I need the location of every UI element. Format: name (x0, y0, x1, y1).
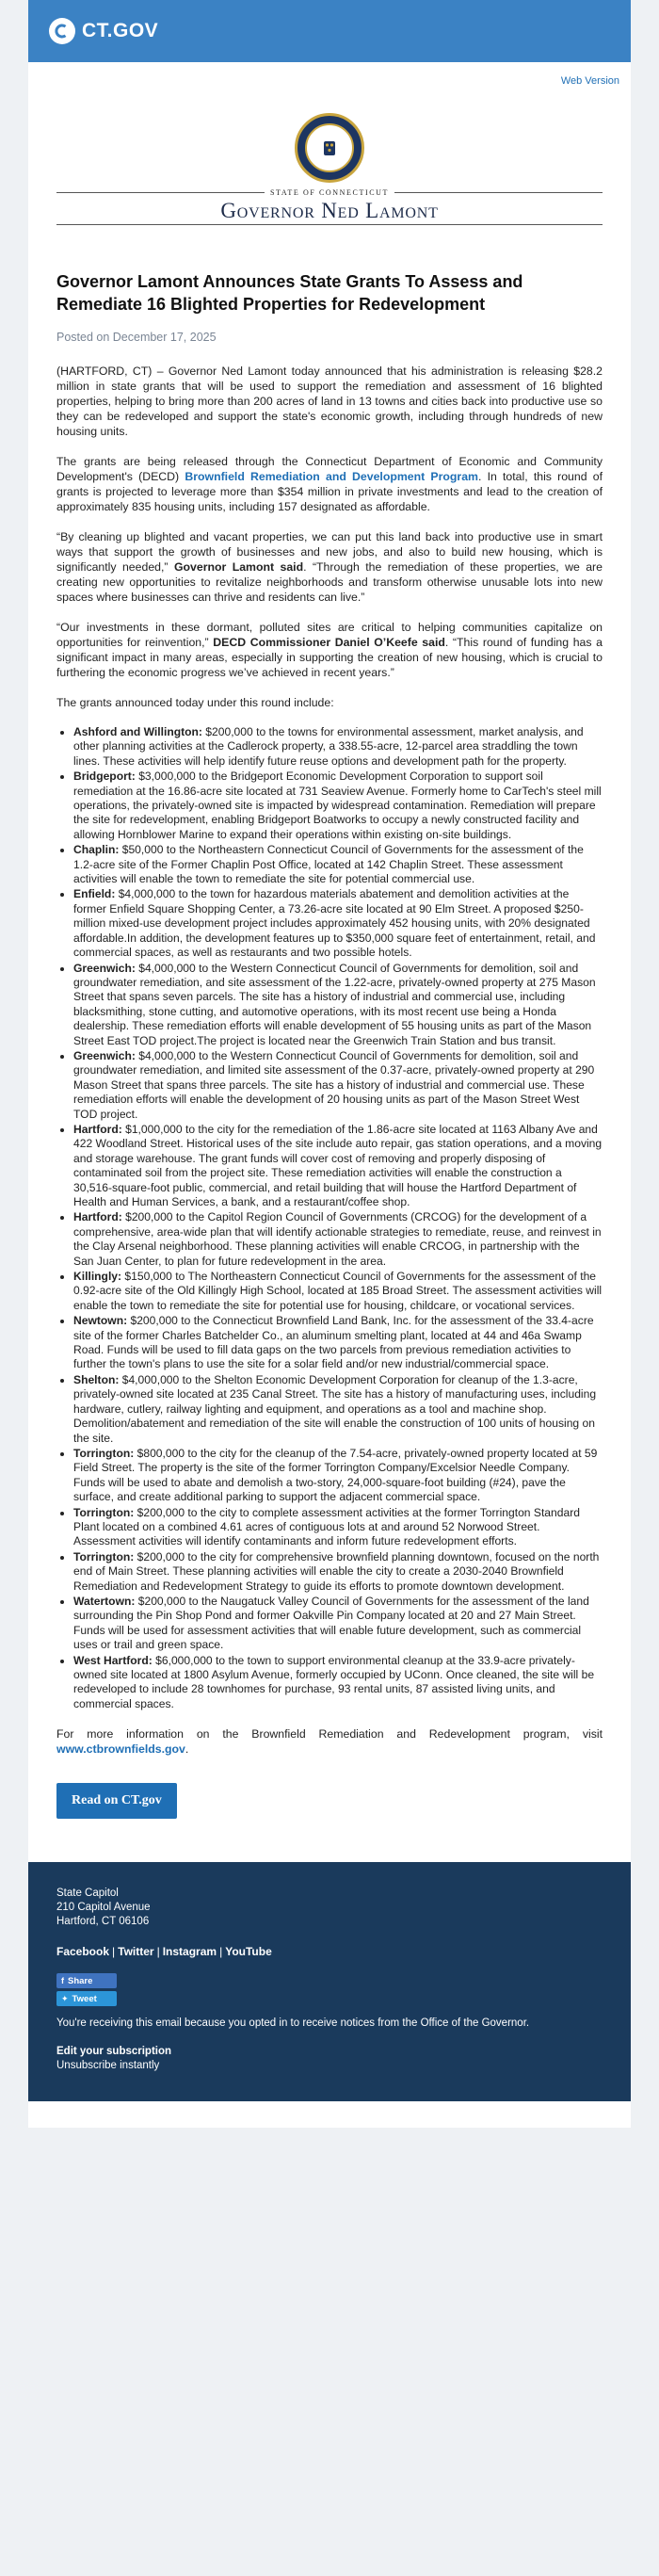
twitter-link[interactable]: Twitter (118, 1945, 154, 1959)
paragraph-1: (HARTFORD, CT) – Governor Ned Lamont today announced that his administration is releasing $28.2 million in state grants that will be used to support the remediation and assessment of 16 blighted properties, helping to bring more than 200 acres of land in 13 towns and cities back into productive use so they can be redeveloped and support the state's economic growth, including through hundreds of new housing units. (56, 365, 603, 438)
paragraph-3: “By cleaning up blighted and vacant properties, we can put this land back into productive use in smart ways that support the growth of businesses and new jobs, and also to build new housing, which is significantly needed,” Governor Lamont said. “Through the remediation of these properties, we are creating new opportunities to revitalize neighborhoods and transform otherwise unusable lots into new spaces where businesses can thrive and residents can live.” (56, 530, 603, 604)
masthead (28, 94, 631, 225)
list-item: • Hartford: $1,000,000 to the city for the remediation of the 1.86-acre site located at 1163 Albany Ave and 422 Woodland Street. Historical uses of the site include auto repair, gas station operations, and a moving and storage warehouse. The grant funds will cover cost of removing and properly disposing of contaminated soil from the project site. These remediation activities will enable the construction a 30,516-square-foot public, commercial, and retail building that will house the Hartford Department of Health and Human Services, a bank, and a restaurant/coffee shop. (73, 1123, 603, 1209)
youtube-link[interactable]: YouTube (225, 1945, 272, 1959)
list-item: • West Hartford: $6,000,000 to the town to support environmental cleanup at the 33.9-acre privately-owned site located at 1800 Asylum Avenue, formerly occupied by UConn. Once cleaned, the site will be redeveloped to include 28 townhomes for purchase, 93 rental units, 87 assisted living units, and commercial spaces. (73, 1654, 603, 1712)
state-seal-icon (295, 113, 364, 183)
governor-said: Governor Lamont said (173, 560, 304, 574)
state-of-label: STATE OF CONNECTICUT (269, 188, 390, 197)
logo-text: CT.GOV (82, 20, 159, 41)
bottom-spacer (28, 2101, 631, 2128)
posted-date: Posted on December 17, 2025 (56, 331, 217, 344)
cta-row (56, 1772, 603, 1843)
list-item: • Watertown: $200,000 to the Naugatuck Valley Council of Governments for the assessment of the land surrounding the Pin Shop Pond and former Oakville Pin Company located at 20 and 27 Main Street. Funds will be used for assessment activities that will enable future development, such as commercial uses or trail and green space. (73, 1595, 603, 1653)
web-version-link[interactable]: Web Version (560, 75, 619, 87)
footer (28, 1862, 631, 2101)
list-item: • Chaplin: $50,000 to the Northeastern Connecticut Council of Governments for the assessment of the 1.2-acre site of the Former Chaplin Post Office, located at 142 Chaplin Street. These assessment activities will enable the town to remediate the site for potential commercial use. (73, 843, 603, 886)
article-title: Governor Lamont Announces State Grants To Assess and Remediate 16 Blighted Properties for Redevelopment (56, 272, 523, 314)
list-item: • Killingly: $150,000 to The Northeastern Connecticut Council of Governments for the assessment of the 0.92-acre site of the Old Killingly High School, located at 185 Broad Street. The assessment activities will enable the town to remediate the site for potential use for housing, childcare, or vocational services. (73, 1270, 603, 1313)
governor-title: Governor Ned Lamont (220, 199, 439, 222)
list-item: • Torrington: $800,000 to the city for the cleanup of the 7.54-acre, privately-owned property located at 59 Field Street. The property is the site of the former Torrington Company/Excelsior Needle Company. Funds will be used to abate and demolish a two-story, 24,000-square-foot building (#24), pave the surface, and create additional parking to support the adjacent commercial space. (73, 1447, 603, 1505)
list-item: • Shelton: $4,000,000 to the Shelton Economic Development Corporation for cleanup of the 1.3-acre, privately-owned site located at 235 Canal Street. The site has a history of manufacturing uses, including hardware, cutlery, railway lighting and equipment, and operations as a tool and machine shop. Demolition/abatement and remediation of the site will enable the construction of 100 units of housing on the site. (73, 1373, 603, 1446)
ct-gov-logo[interactable] (49, 18, 158, 44)
list-item: • Torrington: $200,000 to the city for comprehensive brownfield planning downtown, focused on the north end of Main Street. These planning activities will enable the city to create a 2030-2040 Brownfield Remediation and Redevelopment Strategy to guide its efforts to promote downtown development. (73, 1550, 603, 1594)
brownfield-program-link[interactable]: Brownfield Remediation and Development Program (185, 470, 478, 483)
list-item: • Enfield: $4,000,000 to the town for hazardous materials abatement and demolition activities at the former Enfield Square Shopping Center, a 73.26-acre site located at 90 Elm Street. A proposed $250-million mixed-use development project includes approximately 452 housing units, with 20% designated affordable.In addition, the development features up to $350,000 square feet of entertainment, retail, and commercial spaces, as well as restaurants and two possible hotels. (73, 887, 603, 960)
web-version-row (28, 62, 631, 94)
facebook-icon: f (61, 1976, 64, 1986)
tweet-button[interactable]: ✦ Tweet (56, 1991, 117, 2006)
list-item: • Ashford and Willington: $200,000 to the towns for environmental assessment, market analysis, and other planning activities at the Cadlerock property, a 338.55-acre, 12-parcel area straddling the town lines. These activities will help identify future reuse options and development path for the property. (73, 725, 603, 769)
top-bar (28, 0, 631, 62)
address: State Capitol 210 Capitol Avenue Hartford, CT 06106 (56, 1887, 151, 1928)
grants-list (56, 725, 603, 1711)
list-item: • Greenwich: $4,000,000 to the Western Connecticut Council of Governments for demolition, soil and groundwater remediation, and site assessment of the 1.22-acre, privately-owned property at 275 Mason Street that spans seven parcels. The site has a history of industrial and commercial use, including blacksmithing, stone cutting, and automotive operations, with its most recent use being a Honda dealership. These remediation efforts will enable development of 55 housing units as part of the Mason Street East TOD project.The project is located near the Greenwich Train Station and bus transit. (73, 962, 603, 1048)
paragraph-6: For more information on the Brownfield Remediation and Redevelopment program, visit www.ctbrownfields.gov. (56, 1727, 603, 1757)
commissioner-said: DECD Commissioner Daniel O’Keefe said (213, 636, 445, 649)
state-of-row (56, 188, 603, 197)
article-content (28, 225, 631, 1862)
list-item: • Bridgeport: $3,000,000 to the Bridgeport Economic Development Corporation to support soil remediation at the 16.86-acre site located at 731 Seaview Avenue. Formerly home to CarTech's steel mill operations, the privately-owned site is impacted by widespread contamination. Remediation will prepare the site for redevelopment, enabling Bridgeport Boatworks to occupy a newly constructed facility and allowing Hornblower Marine to expand their operations within existing on-site buildings. (73, 770, 603, 842)
social-links: Facebook | Twitter | Instagram | YouTube (56, 1945, 272, 1959)
subscription-links (56, 2045, 603, 2073)
instagram-link[interactable]: Instagram (162, 1945, 217, 1959)
list-item: • Newtown: $200,000 to the Connecticut Brownfield Land Bank, Inc. for the assessment of the 33.4-acre site of the former Charles Batchelder Co., an aluminum smelting plant, located at 44 and 46a Swamp Road. Funds will be used to fill data gaps on the two parcels from previous remediation activities to further the town's plans to use the site for a solar field and/or new industrial/commercial space. (73, 1314, 603, 1372)
list-item: • Torrington: $200,000 to the city to complete assessment activities at the former Torrington Standard Plant located on a combined 4.61 acres of contiguous lots at and around 52 Norwood Street. Assessment activities will identify contaminants and inform future redevelopment efforts. (73, 1506, 603, 1549)
ct-logo-icon (49, 18, 75, 44)
paragraph-2: The grants are being released through the Connecticut Department of Economic and Community Development's (DECD) Brownfield Remediation and Development Program. In total, this round of grants is projected to leverage more than $354 million in private investments and lead to the creation of approximately 835 housing units, including 157 designated as affordable. (56, 455, 603, 513)
read-on-ctgov-button[interactable]: Read on CT.gov (56, 1783, 177, 1819)
subscription-notice: You're receiving this email because you opted in to receive notices from the Office of the Governor. (56, 2017, 530, 2030)
facebook-link[interactable]: Facebook (56, 1945, 110, 1959)
list-item: • Greenwich: $4,000,000 to the Western Connecticut Council of Governments for demolition, soil and groundwater remediation, and limited site assessment of the 0.37-acre, privately-owned property at 290 Mason Street that spans three parcels. The site has a history of industrial and commercial use. These remediation efforts will enable the development of 20 housing units as part of the Mason Street West TOD project. (73, 1049, 603, 1122)
list-item: • Hartford: $200,000 to the Capitol Region Council of Governments (CRCOG) for the development of a comprehensive, area-wide plan that will identify actionable strategies to remediate, reuse, and reinvest in the Clay Arsenal neighborhood. These planning activities will enable CRCOG, in partnership with the San Juan Center, to plan for future redevelopment in the area. (73, 1210, 603, 1269)
edit-subscription-link[interactable]: Edit your subscription (56, 2046, 172, 2058)
ctbrownfields-link[interactable]: www.ctbrownfields.gov (56, 1742, 185, 1757)
email-container (28, 0, 631, 2128)
paragraph-5: The grants announced today under this round include: (56, 696, 334, 709)
share-buttons (56, 1973, 603, 2006)
twitter-icon: ✦ (61, 1993, 69, 2003)
facebook-share-button[interactable]: f Share (56, 1973, 117, 1988)
paragraph-4: “Our investments in these dormant, polluted sites are critical to helping communities capitalize on opportunities for reinvention,” DECD Commissioner Daniel O’Keefe said. “This round of funding has a significant impact in many areas, especially in supporting the creation of new housing, which is crucial to furthering the economic progress we’ve achieved in recent years.” (56, 621, 603, 679)
unsubscribe-link[interactable]: Unsubscribe instantly (56, 2060, 160, 2072)
